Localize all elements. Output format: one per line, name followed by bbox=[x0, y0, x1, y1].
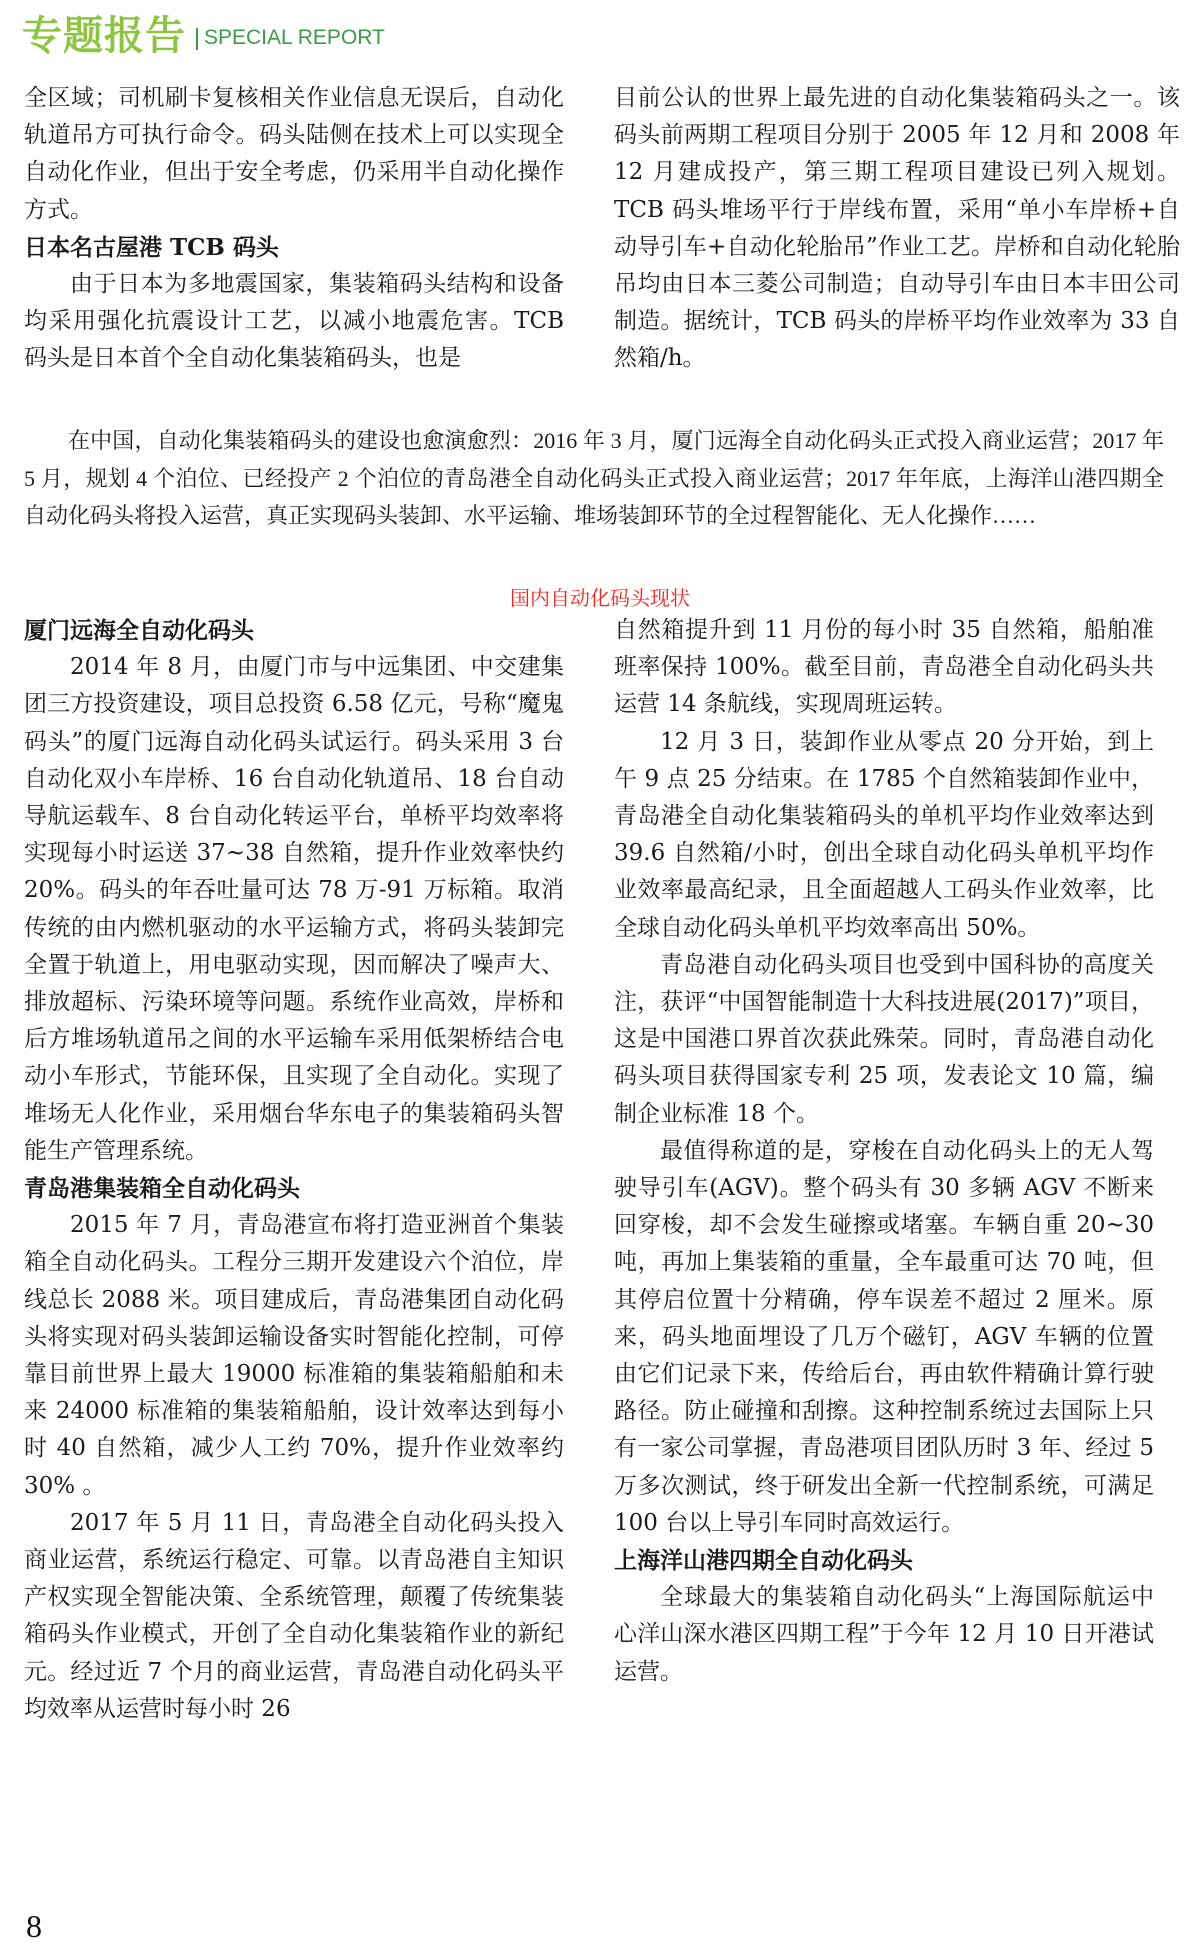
section-title-cn: 专题报告 bbox=[22, 13, 186, 59]
main-right-column bbox=[614, 612, 1154, 1691]
paragraph: 2014 年 8 月，由厦门市与中远集团、中交建集团三方投资建设，项目总投资 6.58 亿元，号称“魔鬼码头”的厦门远海自动化码头试运行。码头采用 3 台自动化双小车岸桥、16 台自动化轨道吊、18 台自动导航运载车、8 台自动化转运平台，单桥平均效率将实现每小时运送 37~38 自然箱，提升作业效率快约 20%。码头的年吞吐量可达 78 万-91 万标箱。取消传统的由内燃机驱动的水平运输方式，将码头装卸完全置于轨道上，用电驱动实现，因而解决了噪声大、排放超标、污染环境等问题。系统作业高效，岸桥和后方堆场轨道吊之间的水平运输车采用低架桥结合电动小车形式，节能环保，且实现了全自动化。实现了堆场无人化作业，采用烟台华东电子的集装箱码头智能生产管理系统。 bbox=[24, 654, 564, 1164]
paragraph: 目前公认的世界上最先进的自动化集装箱码头之一。该码头前两期工程项目分别于 2005 年 12 月和 2008 年 12 月建成投产，第三期工程项目建设已列入规划。TCB 码头堆场平行于岸线布置，采用“单小车岸桥+自动导引车+自动化轮胎吊”作业工艺。岸桥和自动化轮胎吊均由日本三菱公司制造；自动导引车由日本丰田公司制造。据统计，TCB 码头的岸桥平均作业效率为 33 自然箱/h。 bbox=[614, 85, 1180, 372]
paragraph: 最值得称道的是，穿梭在自动化码头上的无人驾驶导引车(AGV)。整个码头有 30 多辆 AGV 不断来回穿梭，却不会发生碰擦或堵塞。车辆自重 20~30 吨，再加上集装箱的重量，全车最重可达 70 吨，但其停启位置十分精确，停车误差不超过 2 厘米。原来，码头地面埋设了几万个磁钉，AGV 车辆的位置由它们记录下来，传给后台，再由软件精确计算行驶路径。防止碰撞和刮擦。这种控制系统过去国际上只有一家公司掌握，青岛港项目团队历时 3 年、经过 5 万多次测试，终于研发出全新一代控制系统，可满足 100 台以上导引车同时高效运行。 bbox=[614, 1137, 1154, 1536]
paragraph: 2017 年 5 月 11 日，青岛港全自动化码头投入商业运营，系统运行稳定、可靠。以青岛港自主知识产权实现全智能决策、全系统管理，颠覆了传统集装箱码头作业模式，开创了全自动化集装箱作业的新纪元。经过近 7 个月的商业运营，青岛港自动化码头平均效率从运营时每小时 26 bbox=[24, 1509, 564, 1722]
main-left-column bbox=[24, 612, 564, 1728]
section-title-en: SPECIAL REPORT bbox=[204, 26, 385, 49]
paragraph: 2015 年 7 月，青岛港宣布将打造亚洲首个集装箱全自动化码头。工程分三期开发建设六个泊位，岸线总长 2088 米。项目建成后，青岛港集团自动化码头将实现对码头装卸运输设备实时智能化控制，可停靠目前世界上最大 19000 标准箱的集装箱船舶和未来 24000 标准箱的集装箱船舶，设计效率达到每小时 40 自然箱，减少人工约 70%，提升作业效率约 30% 。 bbox=[24, 1212, 564, 1499]
paragraph: 自然箱提升到 11 月份的每小时 35 自然箱，船舶准班率保持 100%。截至目前，青岛港全自动化码头共运营 14 条航线，实现周班运转。 bbox=[614, 617, 1154, 718]
page-header bbox=[22, 10, 385, 60]
paragraph: 全区域；司机刷卡复核相关作业信息无误后，自动化轨道吊方可执行命令。码头陆侧在技术上可以实现全自动化作业，但出于安全考虑，仍采用半自动化操作方式。 bbox=[24, 85, 564, 223]
subheading-qingdao: 青岛港集装箱全自动化码头 bbox=[24, 1175, 300, 1203]
subheading-nagoya: 日本名古屋港 TCB 码头 bbox=[24, 233, 279, 261]
intro-paragraph: 在中国，自动化集装箱码头的建设也愈演愈烈：2016 年 3 月，厦门远海全自动化码头正式投入商业运营；2017 年 5 月，规划 4 个泊位、已经投产 2 个泊位的青岛港全自动化码头正式投入商业运营；2017 年年底，上海洋山港四期全自动化码头将投入运营，真正实现码头装卸、水平运输、堆场装卸环节的全过程智能化、无人化操作…… bbox=[24, 428, 1164, 528]
intro-paragraph-block bbox=[24, 422, 1164, 535]
paragraph: 12 月 3 日，装卸作业从零点 20 分开始，到上午 9 点 25 分结束。在 1785 个自然箱装卸作业中，青岛港全自动化集装箱码头的单机平均作业效率达到 39.6 自然箱/小时，创出全球自动化码头单机平均作业效率最高纪录，且全面超越人工码头作业效率，比全球自动化码头单机平均效率高出 50%。 bbox=[614, 728, 1154, 941]
top-right-column bbox=[614, 80, 1180, 378]
paragraph: 由于日本为多地震国家，集装箱码头结构和设备均采用强化抗震设计工艺，以减小地震危害。TCB 码头是日本首个全自动化集装箱码头，也是 bbox=[24, 271, 564, 372]
paragraph: 全球最大的集装箱自动化码头“上海国际航运中心洋山深水港区四期工程”于今年 12 月 10 日开港试运营。 bbox=[614, 1584, 1154, 1685]
section-banner: 国内自动化码头现状 bbox=[510, 586, 690, 610]
top-left-column bbox=[24, 80, 564, 378]
paragraph: 青岛港自动化码头项目也受到中国科协的高度关注，获评“中国智能制造十大科技进展(2017)”项目，这是中国港口界首次获此殊荣。同时，青岛港自动化码头项目获得国家专利 25 项，发表论文 10 篇，编制企业标准 18 个。 bbox=[614, 951, 1154, 1127]
subheading-shanghai: 上海洋山港四期全自动化码头 bbox=[614, 1547, 913, 1575]
header-divider bbox=[196, 28, 198, 50]
page-number: 8 bbox=[26, 1908, 42, 1944]
subheading-xiamen: 厦门远海全自动化码头 bbox=[24, 617, 254, 644]
